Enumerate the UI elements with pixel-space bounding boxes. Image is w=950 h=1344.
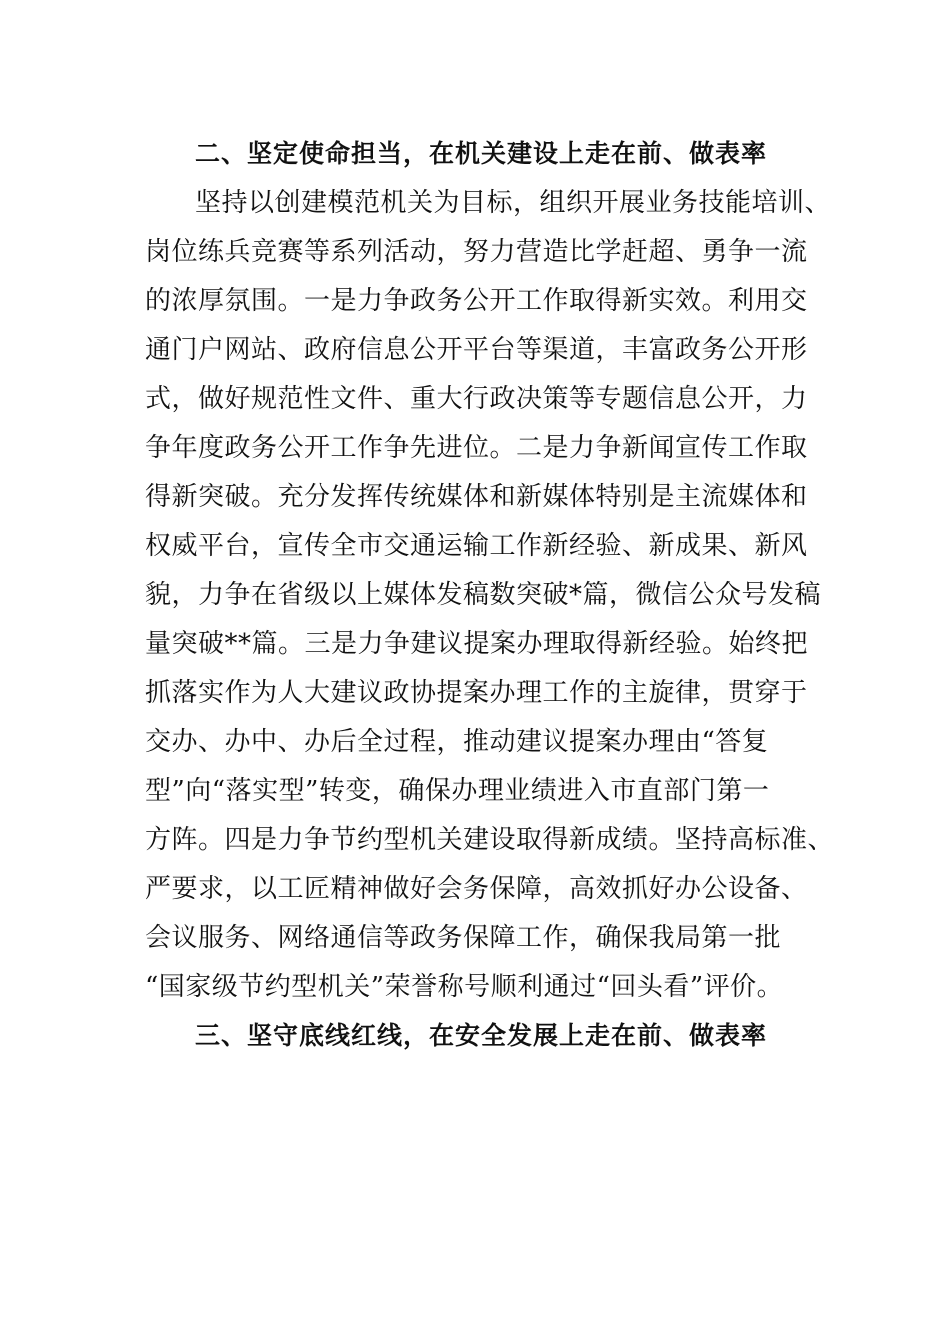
paragraph-line-5: 式，做好规范性文件、重大行政决策等专题信息公开，力	[145, 384, 808, 414]
paragraph-line-2: 岗位练兵竞赛等系列活动，努力营造比学赶超、勇争一流	[145, 237, 808, 267]
paragraph-line-12: 交办、办中、办后全过程，推动建议提案办理由“答复	[145, 727, 769, 757]
paragraph-line-6: 争年度政务公开工作争先进位。二是力争新闻宣传工作取	[145, 433, 808, 463]
paragraph-line-14: 方阵。四是力争节约型机关建设取得新成绩。坚持高标准、	[145, 825, 835, 855]
paragraph-line-1: 坚持以创建模范机关为目标，组织开展业务技能培训、	[195, 188, 832, 218]
paragraph-line-3: 的浓厚氛围。一是力争政务公开工作取得新实效。利用交	[145, 286, 808, 316]
paragraph-line-10: 量突破**篇。三是力争建议提案办理取得新经验。始终把	[145, 629, 809, 659]
paragraph-line-15: 严要求，以工匠精神做好会务保障，高效抓好办公设备、	[145, 874, 808, 904]
paragraph-line-11: 抓落实作为人大建议政协提案办理工作的主旋律，贯穿于	[145, 678, 808, 708]
section-heading-3: 三、坚守底线红线，在安全发展上走在前、做表率	[195, 1021, 768, 1050]
section-heading-2: 二、坚定使命担当，在机关建设上走在前、做表率	[195, 139, 768, 168]
paragraph-line-13: 型”向“落实型”转变，确保办理业绩进入市直部门第一	[145, 776, 770, 806]
paragraph-line-8: 权威平台，宣传全市交通运输工作新经验、新成果、新风	[145, 531, 808, 561]
paragraph-line-7: 得新突破。充分发挥传统媒体和新媒体特别是主流媒体和	[145, 482, 808, 512]
paragraph-line-17: “国家级节约型机关”荣誉称号顺利通过“回头看”评价。	[145, 972, 784, 1002]
paragraph-line-9: 貌，力争在省级以上媒体发稿数突破*篇，微信公众号发稿	[145, 580, 822, 610]
paragraph-line-16: 会议服务、网络通信等政务保障工作，确保我局第一批	[145, 923, 782, 953]
paragraph-line-4: 通门户网站、政府信息公开平台等渠道，丰富政务公开形	[145, 335, 808, 365]
